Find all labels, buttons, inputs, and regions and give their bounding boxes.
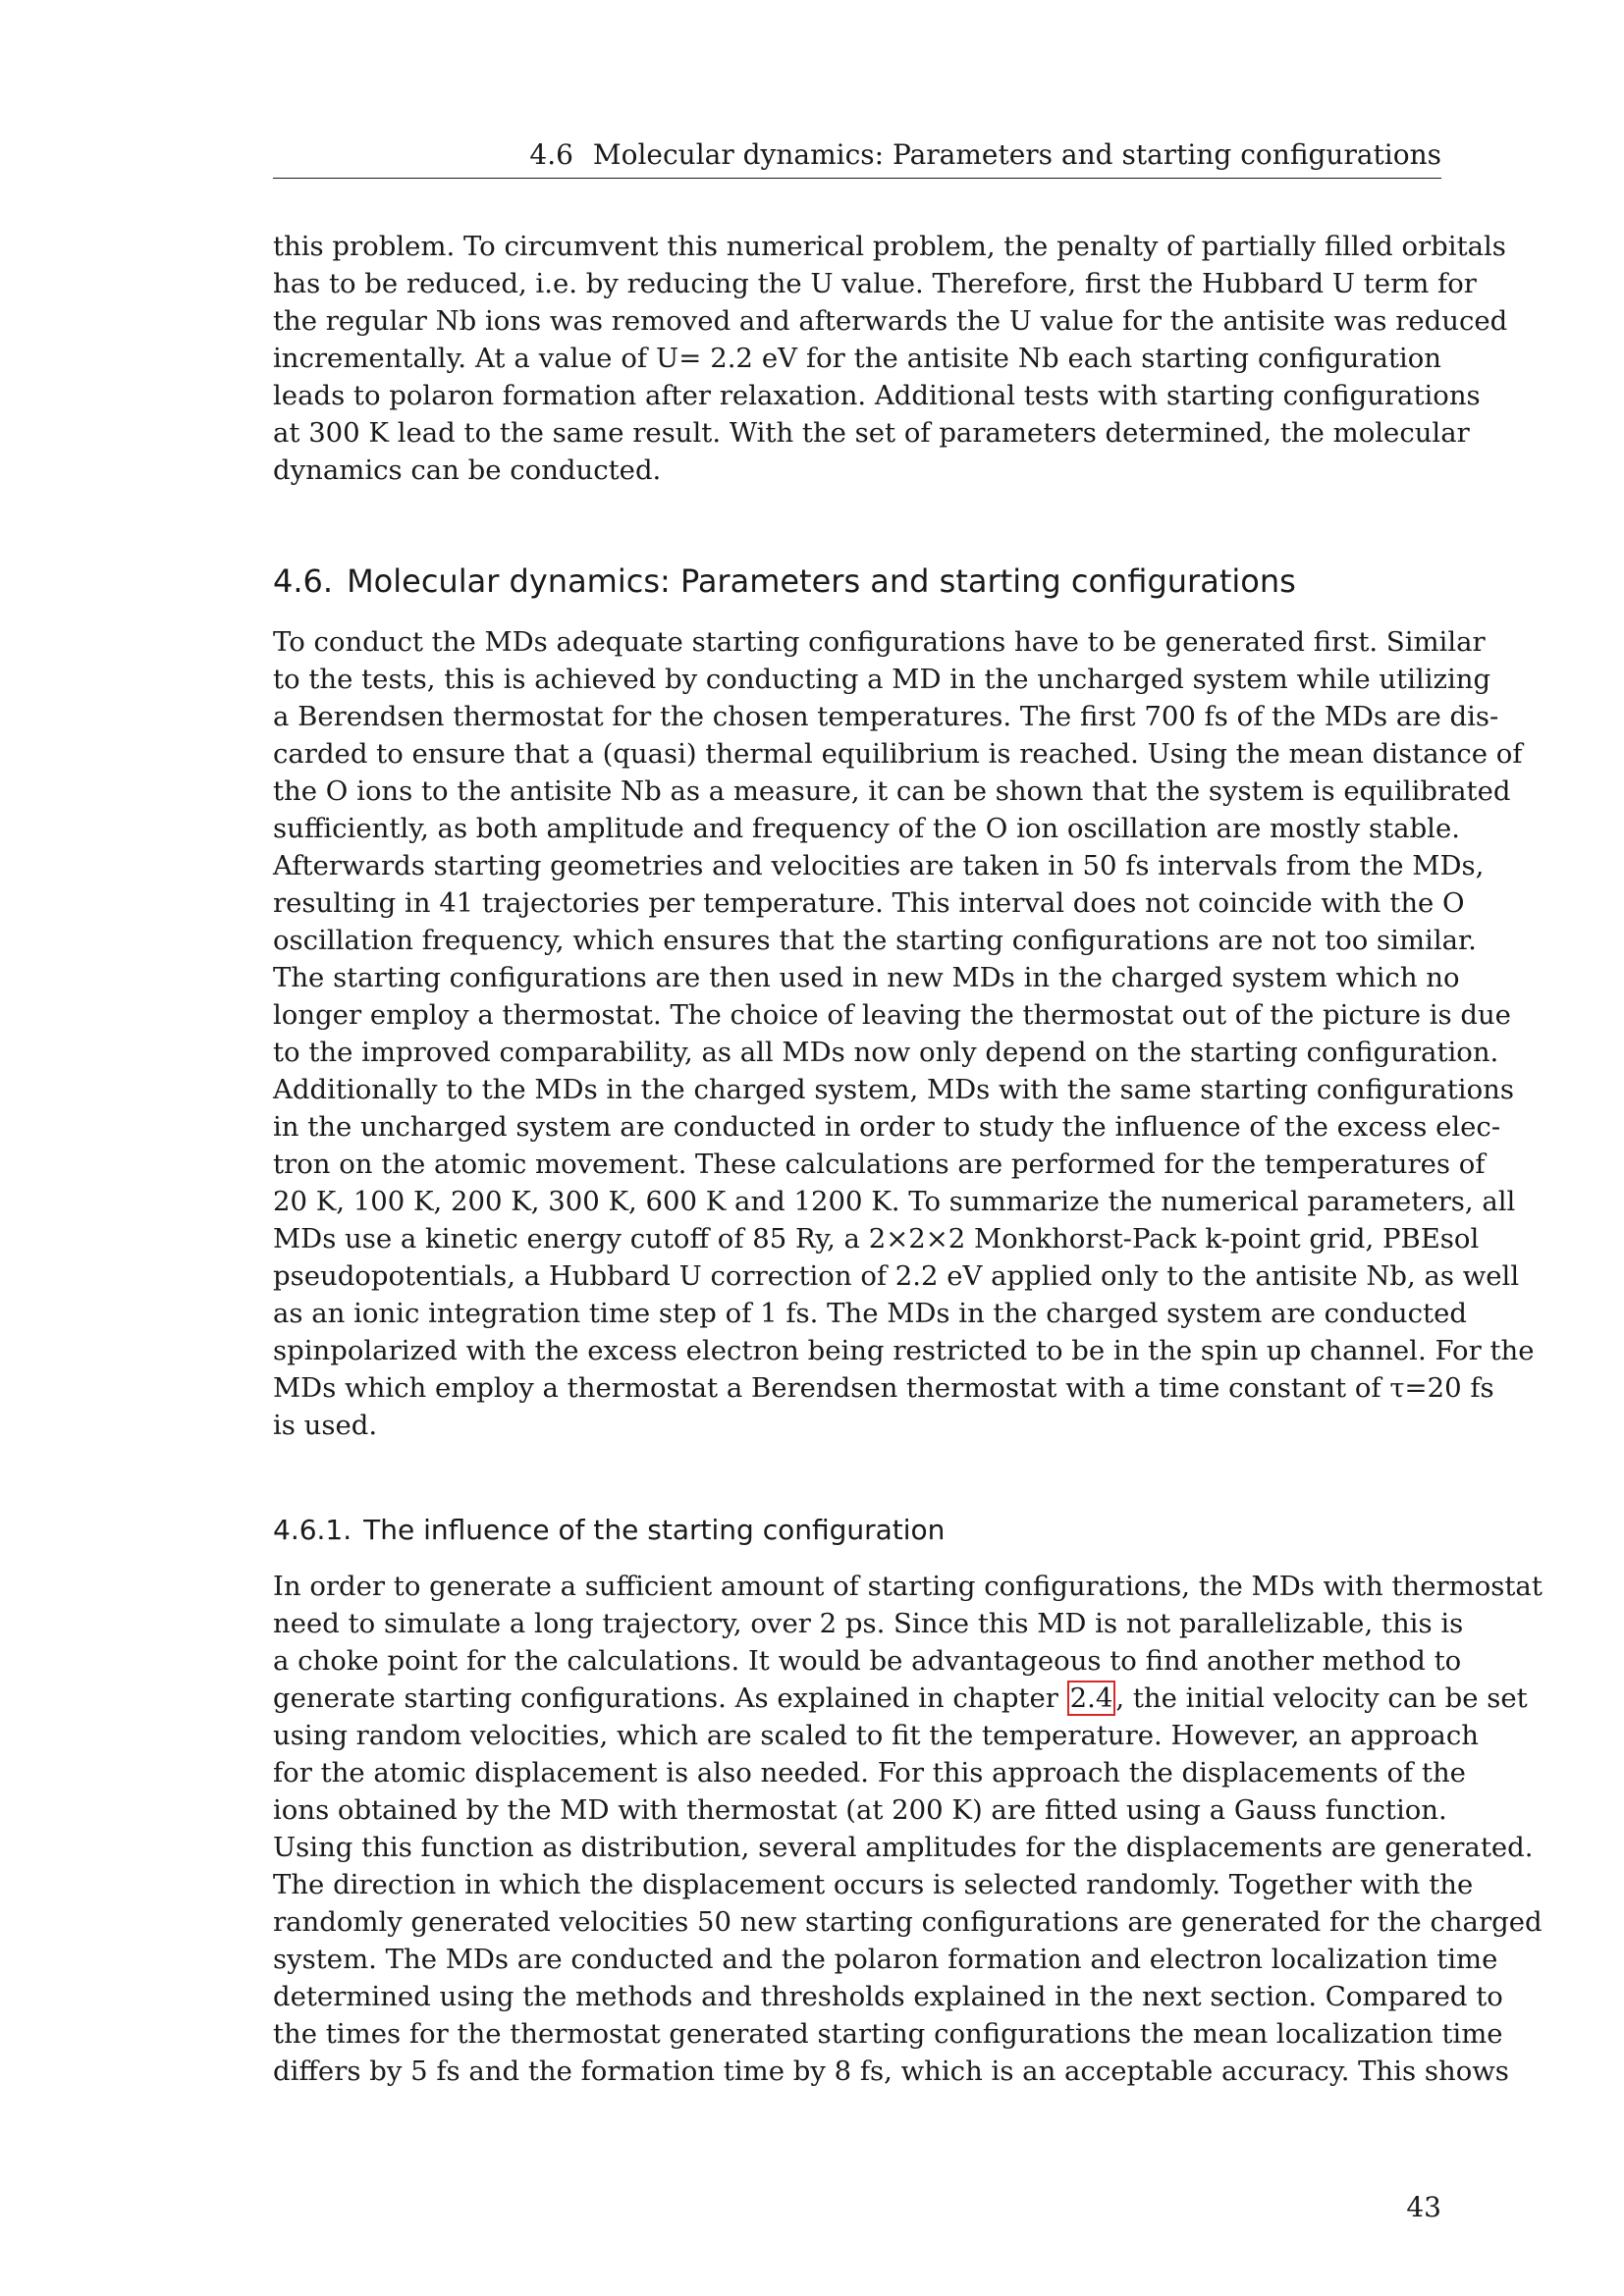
text-line: system. The MDs are conducted and the polaron formation and electron localization time [273, 1944, 1498, 1975]
text-line: The starting configurations are then used in new MDs in the charged system which no [273, 962, 1460, 993]
text-line: as an ionic integration time step of 1 fs. The MDs in the charged system are conducted [273, 1298, 1467, 1329]
section-number: 4.6. [273, 562, 334, 600]
text-line: leads to polaron formation after relaxation. Additional tests with starting configurations [273, 380, 1481, 411]
text-line: the times for the thermostat generated starting configurations the mean localization time [273, 2018, 1503, 2050]
text-line: 20 K, 100 K, 200 K, 300 K, 600 K and 1200 K. To summarize the numerical parameters, all [273, 1186, 1516, 1217]
subsection-number: 4.6.1. [273, 1514, 352, 1546]
text-line: Afterwards starting geometries and velocities are taken in 50 fs intervals from the MDs, [273, 850, 1485, 881]
text-line: to the improved comparability, as all MDs now only depend on the starting configuration. [273, 1037, 1499, 1068]
intro-paragraph [273, 228, 1508, 489]
text-line: need to simulate a long trajectory, over 2 ps. Since this MD is not parallelizable, this is [273, 1608, 1464, 1639]
text-line: incrementally. At a value of U= 2.2 eV for the antisite Nb each starting configuration [273, 343, 1441, 374]
text-line: differs by 5 fs and the formation time by 8 fs, which is an acceptable accuracy. This shows [273, 2056, 1509, 2087]
text-line: is used. [273, 1410, 378, 1441]
text-line: a Berendsen thermostat for the chosen temperatures. The first 700 fs of the MDs are dis- [273, 701, 1499, 732]
text-line: has to be reduced, i.e. by reducing the U value. Therefore, first the Hubbard U term for [273, 268, 1477, 299]
text-line: for the atomic displacement is also needed. For this approach the displacements of the [273, 1757, 1466, 1789]
text-line: The direction in which the displacement occurs is selected randomly. Together with the [273, 1869, 1474, 1900]
text-line: the regular Nb ions was removed and afterwards the U value for the antisite was reduced [273, 305, 1508, 337]
text-line-with-reference [273, 1680, 1528, 1717]
section-title: Molecular dynamics: Parameters and starting configurations [347, 562, 1296, 600]
text-line: sufficiently, as both amplitude and frequency of the O ion oscillation are mostly stable. [273, 813, 1460, 844]
text-line: dynamics can be conducted. [273, 454, 662, 486]
text-line: carded to ensure that a (quasi) thermal equilibrium is reached. Using the mean distance of [273, 738, 1523, 770]
text-line: In order to generate a sufficient amount of starting configurations, the MDs with thermostat [273, 1571, 1543, 1602]
text-line: Additionally to the MDs in the charged system, MDs with the same starting configurations [273, 1074, 1514, 1105]
text-line: To conduct the MDs adequate starting configurations have to be generated first. Similar [273, 626, 1486, 658]
text-line: MDs which employ a thermostat a Berendsen thermostat with a time constant of τ=20 fs [273, 1372, 1494, 1404]
text-line: in the uncharged system are conducted in order to study the influence of the excess elec- [273, 1111, 1501, 1143]
text-line: pseudopotentials, a Hubbard U correction of 2.2 eV applied only to the antisite Nb, as well [273, 1260, 1520, 1292]
text-line: determined using the methods and thresholds explained in the next section. Compared to [273, 1981, 1503, 2012]
text-line: randomly generated velocities 50 new starting configurations are generated for the charged [273, 1906, 1543, 1938]
text-line: the O ions to the antisite Nb as a measure, it can be shown that the system is equilibrated [273, 775, 1511, 807]
subsection-heading [273, 1513, 1441, 1548]
text-line: this problem. To circumvent this numerical problem, the penalty of partially filled orbitals [273, 231, 1506, 262]
text-line: ions obtained by the MD with thermostat (at 200 K) are fitted using a Gauss function. [273, 1794, 1447, 1826]
text-line: Using this function as distribution, several amplitudes for the displacements are generated. [273, 1832, 1534, 1863]
ref-line-prefix: generate starting configurations. As explained in chapter [273, 1682, 1067, 1714]
text-line: spinpolarized with the excess electron being restricted to be in the spin up channel. For the [273, 1335, 1535, 1366]
section-paragraph [273, 623, 1535, 1444]
text-line: MDs use a kinetic energy cutoff of 85 Ry, a 2×2×2 Monkhorst-Pack k-point grid, PBEsol [273, 1223, 1480, 1255]
text-line: tron on the atomic movement. These calculations are performed for the temperatures of [273, 1148, 1486, 1180]
header-rule [273, 178, 1441, 179]
text-line: oscillation frequency, which ensures that the starting configurations are not too similar. [273, 925, 1477, 956]
running-header-section-title: Molecular dynamics: Parameters and starting configurations [592, 138, 1441, 171]
chapter-reference-link[interactable]: 2.4 [1067, 1681, 1116, 1716]
subsection-title: The influence of the starting configuration [363, 1514, 946, 1546]
section-heading [273, 561, 1441, 601]
text-line: longer employ a thermostat. The choice of leaving the thermostat out of the picture is due [273, 999, 1511, 1031]
running-header [273, 137, 1441, 173]
text-line: to the tests, this is achieved by conducting a MD in the uncharged system while utilizing [273, 664, 1491, 695]
text-line: resulting in 41 trajectories per temperature. This interval does not coincide with the O [273, 887, 1465, 919]
page-number: 43 [1406, 2191, 1441, 2223]
subsection-paragraph [273, 1568, 1543, 2090]
text-line: a choke point for the calculations. It would be advantageous to find another method to [273, 1645, 1462, 1677]
text-line: using random velocities, which are scaled to fit the temperature. However, an approach [273, 1720, 1479, 1751]
ref-line-suffix: , the initial velocity can be set [1115, 1682, 1528, 1714]
text-line: at 300 K lead to the same result. With the set of parameters determined, the molecular [273, 417, 1470, 449]
running-header-section-number: 4.6 [529, 138, 573, 171]
